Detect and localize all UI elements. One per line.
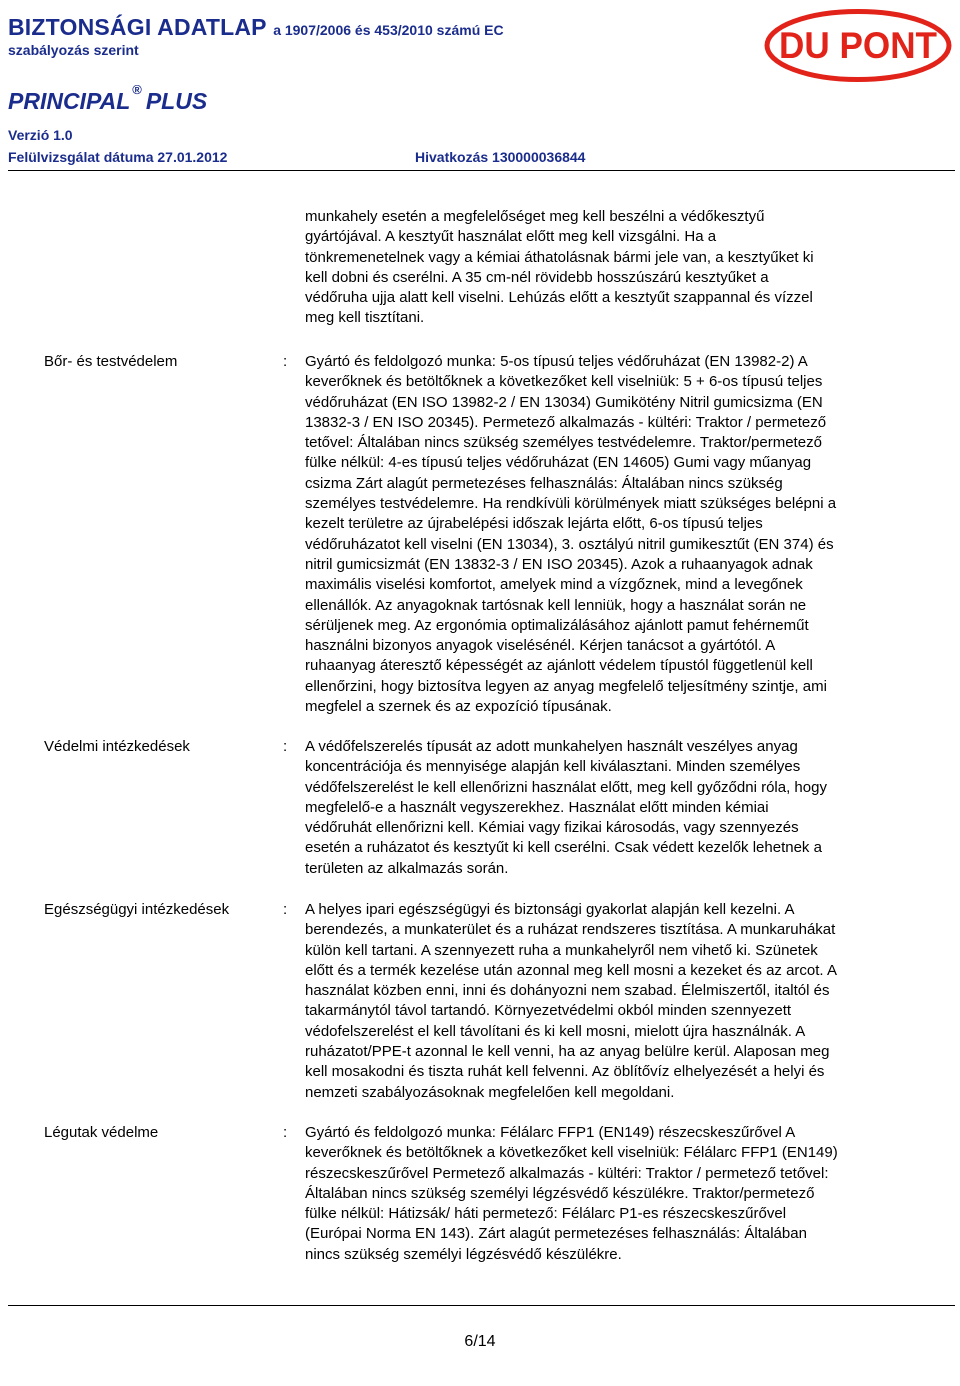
- text-line: gyártójával. A kesztyűt használat előtt meg kell vizsgálni. Ha a: [305, 228, 717, 246]
- footer-divider: [8, 1305, 955, 1306]
- text-line: védőruházatot kell viselni (EN 13034), 3. osztályú nitril gumikesztűt (EN 374) és: [305, 535, 834, 553]
- text-line: nincs szükség személyi légzésvédő készülékre.: [305, 1245, 622, 1263]
- header-divider: [8, 170, 955, 171]
- text-line: kezelt területre az újrabelépési időszak lejárta előtt, 6-os típusú teljes: [305, 515, 763, 533]
- text-line: keverőknek és betöltőknek a következőket kell viselniük: 5 + 6-os típusú teljes: [305, 373, 823, 391]
- text-line: részecskeszűrővel Permetező alkalmazás - kültéri: Traktor / permetező tetővel:: [305, 1164, 829, 1182]
- text-line: előtt és a termék kezelése után azonnal meg kell mosni a kezeket és az arcot. A: [305, 961, 837, 979]
- text-line: védőfelszerelést le kell ellenőrizni használat előtt, meg kell győződni róla, hogy: [305, 778, 827, 796]
- product-name: [8, 82, 208, 115]
- page-number: 6/14: [464, 1333, 496, 1350]
- text-line: A helyes ipari egészségügyi és biztonsági gyakorlat alapján kell kezelni. A: [305, 901, 795, 918]
- text-line: berendezés, a munkaterület és a ruházat rendszeres tisztítása. A munkaruhákat: [305, 921, 836, 939]
- text-line: védofelszerelést el kell távolítani és ki kell mosni, mielott újra használnák. A: [305, 1022, 806, 1040]
- section-label-protective-measures: Védelmi intézkedések: [44, 738, 190, 755]
- text-line: védőruházat (EN ISO 13982-2 / EN 13034) Gumikötény Nitril gumicsizma (EN: [305, 393, 823, 411]
- text-line: védőruha ujja alatt kell viselni. Lehúzás előtt a kesztyűt szappannal és vízzel: [305, 289, 813, 307]
- section-separator: :: [283, 738, 288, 755]
- text-line: ellenőrzini, hogy biztosítva legyen az anyag megfelelő teljesítmény szintje, ami: [305, 677, 827, 695]
- text-line: tetővel: Általában nincs szükség személyes testvédelemre. Traktor/permetező: [305, 434, 822, 452]
- section-separator: :: [283, 353, 288, 370]
- text-line: munkahely esetén a megfelelőséget meg kell beszélni a védőkesztyű: [305, 208, 765, 225]
- section-text-respiratory-protection: [305, 1123, 930, 1265]
- section-label-hygiene-measures: Egészségügyi intézkedések: [44, 901, 230, 918]
- text-line: 13832-3 / EN ISO 20345). Permetező alkalmazás - kültéri: Traktor / permetező: [305, 413, 827, 431]
- text-line: Gyártó és feldolgozó munka: Félálarc FFP1 (EN149) részecskeszűrővel A: [305, 1124, 796, 1141]
- text-line: (Európai Norma EN 143). Zárt alagút permetezéses felhasználás: Általában: [305, 1225, 807, 1243]
- version-text: Verzió 1.0: [8, 127, 73, 143]
- section-separator: :: [283, 1124, 288, 1141]
- document-title-line: [8, 14, 504, 41]
- text-line: esetén a ruházatot és kesztyűt ki kell cserélni. Csak védett kezelők lehetnek a: [305, 839, 822, 857]
- logo-text: DU PONT: [779, 25, 938, 66]
- product-name-suffix: PLUS: [145, 88, 208, 114]
- product-name-main: PRINCIPAL: [8, 88, 131, 114]
- text-line: Általában nincs szükség személyi légzésvédő készülékre. Traktor/permetező: [305, 1184, 815, 1202]
- text-line: maximális viselési komfortot, amelyek mind a vízgőznek, mind a levegőnek: [305, 576, 803, 594]
- text-line: személyes testvédelemre. Ha rendkívüli körülmények miatt szükséges belépni a: [305, 495, 837, 513]
- section-text-skin-protection: [305, 352, 930, 717]
- text-line: koncentrációja és mennyisége alapján kell kiválasztani. Minden személyes: [305, 758, 801, 776]
- text-line: fülke nélkül: 4-es típusú teljes védőruházat (EN 14605) Gumi vagy műanyag: [305, 454, 812, 472]
- text-line: védőruhát ellenőrizni kell. Kémiai vagy fizikai károsodás, vagy szennyezés: [305, 819, 799, 837]
- text-line: használni bizonyos anyagok viselésénél. Kérjen tanácsot a gyártótól. A: [305, 637, 776, 655]
- text-line: takarmánytól távol tartandó. Környezetvédelmi okból minden szennyezett: [305, 1002, 792, 1020]
- text-line: nitril gumicsizmát (EN 13832-3 / EN ISO 20345). Azok a ruhaanyagok adnak: [305, 555, 813, 573]
- section-separator: :: [283, 901, 288, 918]
- text-line: meg kell tisztítani.: [305, 309, 425, 327]
- text-line: nemzeti szabályozásoknak megfelelően kell megoldani.: [305, 1083, 675, 1101]
- dupont-logo: [764, 8, 952, 83]
- section-text-hygiene-measures: [305, 900, 930, 1103]
- section-text-protective-measures: [305, 737, 930, 879]
- registered-mark: ®: [132, 82, 142, 98]
- text-line: sérüljenek meg. Az ergonómia optimalizálásához ajánlott pamut fehérneműt: [305, 616, 809, 634]
- text-line: megfelel a szernek és az expozíció típusának.: [305, 698, 612, 716]
- regulation-text-continued: szabályozás szerint: [8, 42, 139, 58]
- text-line: A védőfelszerelés típusát az adott munkahelyen használt veszélyes anyag: [305, 738, 798, 755]
- text-line: használat közben enni, inni és dohányozni nem szabad. Élelmiszertől, italtól és: [305, 982, 830, 1000]
- text-line: kell mosakodni és tiszta ruhát kell felvenni. Az öblítővíz elhelyezését a helyi és: [305, 1063, 825, 1081]
- text-line: Gyártó és feldolgozó munka: 5-os típusú teljes védőruházat (EN 13982-2) A: [305, 353, 808, 370]
- section-label-respiratory-protection: Légutak védelme: [44, 1124, 159, 1141]
- text-line: tönkremenetelnek vagy a kémiai áthatolásnak bármi jele van, a kesztyűket ki: [305, 248, 814, 266]
- text-line: ellenállók. Az anyagoknak tartósnak kell lenniük, hogy a használat során ne: [305, 596, 807, 614]
- text-line: külön kell tartani. A szennyezett ruha a munkahelyről nem vihető ki. Szünetek: [305, 941, 818, 959]
- document-title: BIZTONSÁGI ADATLAP: [8, 14, 267, 40]
- revision-date: Felülvizsgálat dátuma 27.01.2012: [8, 149, 228, 165]
- text-line: csizma Zárt alagút permetezéses felhasználás: Általában nincs szükség: [305, 474, 783, 492]
- text-line: ruhaanyag áteresztő képességét az ajánlott védelem típustól függetlenül kell: [305, 657, 813, 675]
- text-line: megfelelő-e a használt vegyszerekhez. Használat előtt minden kémiai: [305, 798, 769, 816]
- text-line: kell dobni és cserélni. A 35 cm-nél rövidebb hosszúszárú kesztyűket a: [305, 268, 769, 286]
- text-line: ruházatot/PPE-t azonnal le kell venni, ha az anyag belülre kerül. Alaposan meg: [305, 1043, 830, 1061]
- reference-number: Hivatkozás 130000036844: [415, 149, 586, 165]
- text-line: keverőknek és betöltőknek a következőket kell viselniük: Félálarc FFP1 (EN149): [305, 1144, 838, 1162]
- text-line: fülke nélkül: Hátizsák/ háti permetező: Félálarc P1-es részecskeszűrővel: [305, 1205, 787, 1223]
- section-label-skin-protection: Bőr- és testvédelem: [44, 353, 178, 370]
- text-line: területen az alkalmazás során.: [305, 859, 509, 877]
- continued-paragraph: [305, 207, 905, 329]
- regulation-text: a 1907/2006 és 453/2010 számú EC: [273, 22, 504, 38]
